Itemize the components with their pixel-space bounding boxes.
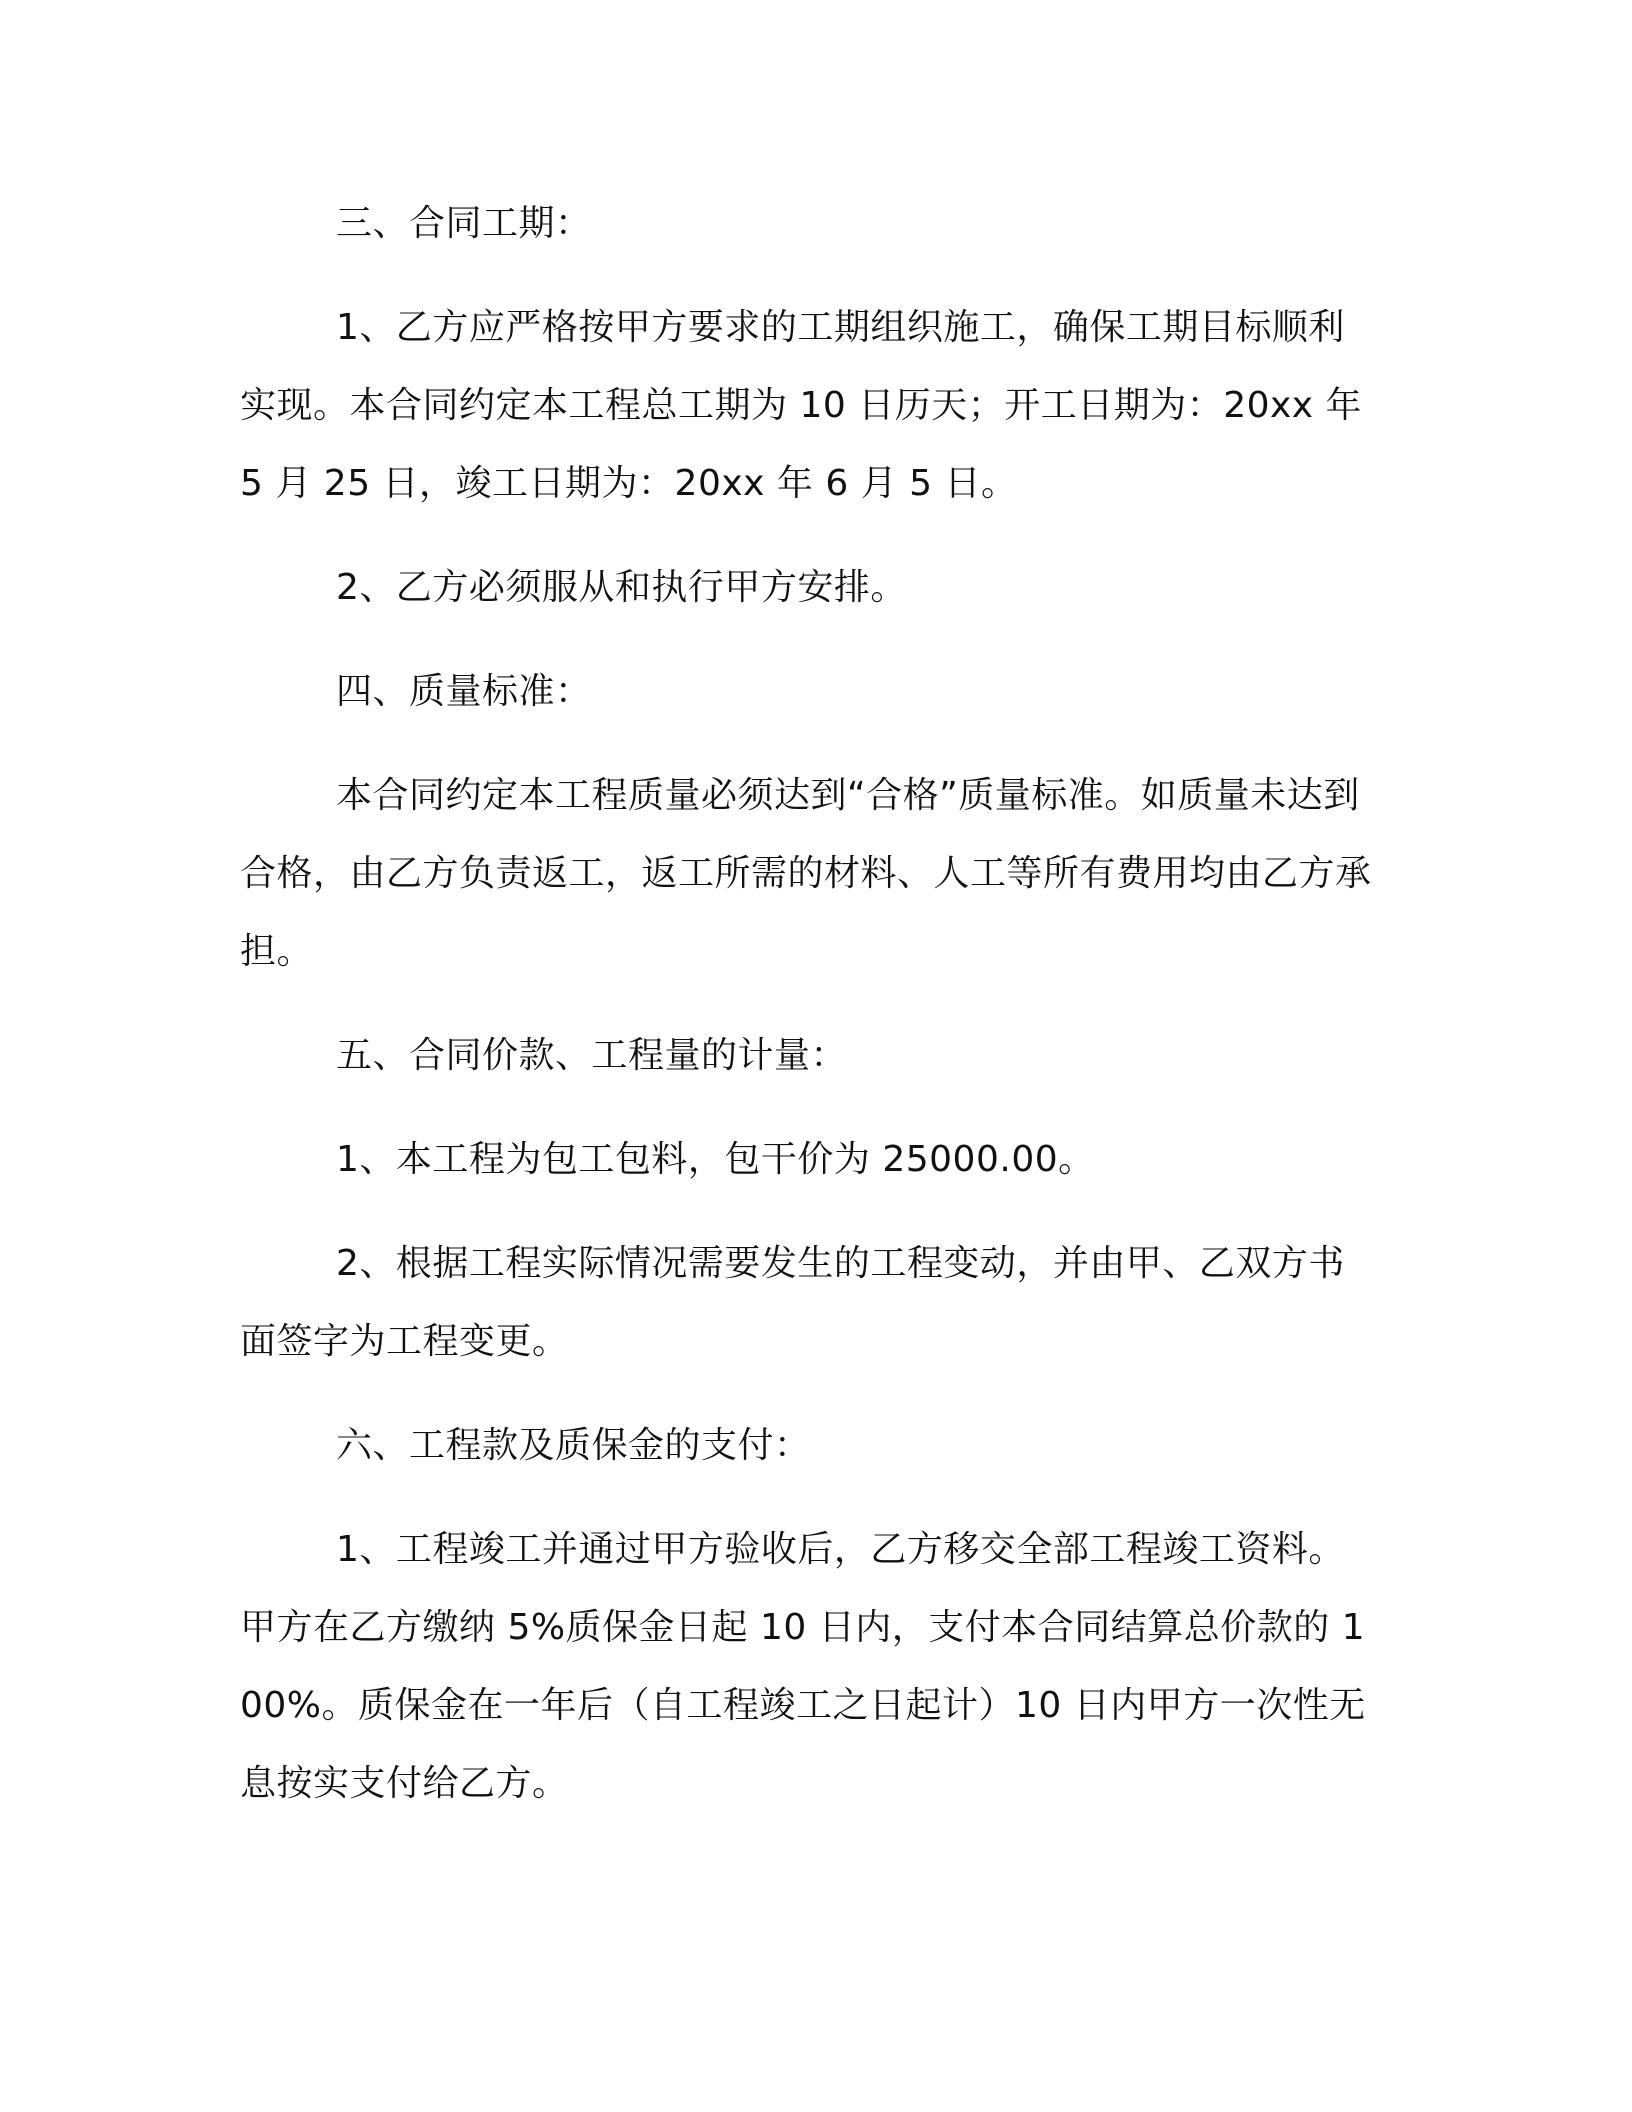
section-heading-payment: 六、工程款及质保金的支付：: [336, 1425, 811, 1466]
paragraph-price-clause-2: 2、根据工程实际情况需要发生的工程变动，并由甲、乙双方书面签字为工程变更。: [240, 1243, 1345, 1362]
paragraph-price-clause-1: 1、本工程为包工包料，包干价为 25000.00。: [336, 1139, 1095, 1180]
document-body: [240, 185, 1380, 1849]
paragraph-quality-clause: 本合同约定本工程质量必须达到“合格”质量标准。如质量未达到合格，由乙方负责返工，返工所需的材料、人工等所有费用均由乙方承担。: [240, 775, 1372, 972]
paragraph-period-clause-1: 1、乙方应严格按甲方要求的工期组织施工，确保工期目标顺利实现。本合同约定本工程总工期为 10 日历天；开工日期为：20xx 年 5 月 25 日，竣工日期为：20xx 年 6 月 5 日。: [240, 307, 1363, 504]
section-heading-quality-standard: 四、质量标准：: [336, 671, 592, 712]
section-heading-price-measurement: 五、合同价款、工程量的计量：: [336, 1035, 848, 1076]
section-heading-contract-period: 三、合同工期：: [336, 203, 592, 244]
paragraph-payment-clause-1: 1、工程竣工并通过甲方验收后，乙方移交全部工程竣工资料。甲方在乙方缴纳 5%质保金日起 10 日内，支付本合同结算总价款的 100%。质保金在一年后（自工程竣工之日起计）10 日内甲方一次性无息按实支付给乙方。: [240, 1529, 1366, 1804]
paragraph-period-clause-2: 2、乙方必须服从和执行甲方安排。: [336, 567, 907, 608]
